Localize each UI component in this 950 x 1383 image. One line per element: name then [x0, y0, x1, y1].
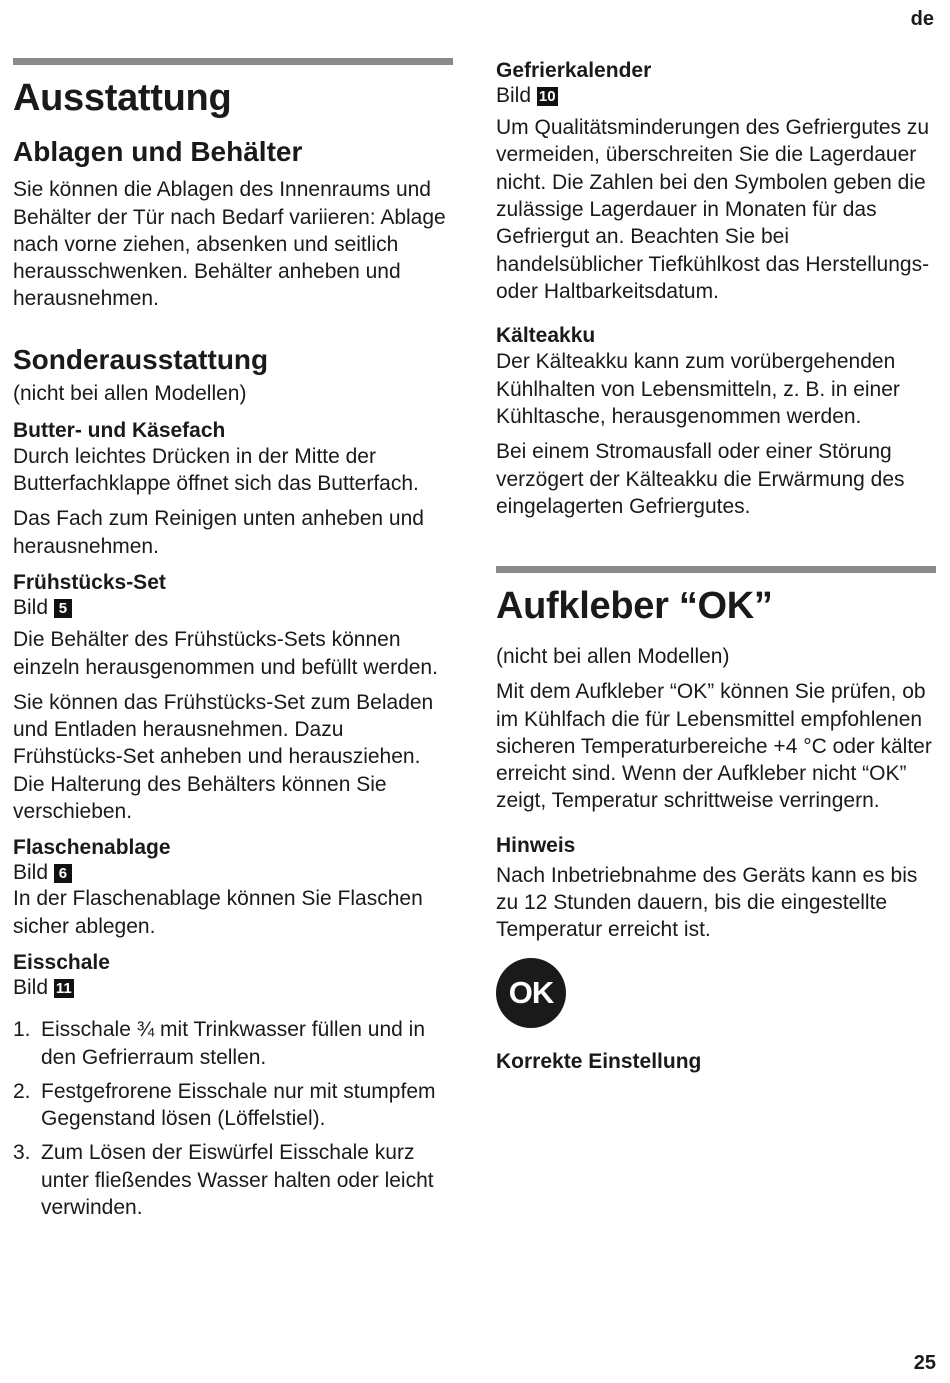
list-item [13, 1078, 453, 1133]
figure-ref-label: Bild [13, 976, 49, 1000]
figure-number-badge: 5 [54, 599, 72, 618]
step-number: 1. [13, 1018, 31, 1042]
heading-eisschale: Eisschale [13, 951, 110, 975]
sonder-subtitle: (nicht bei allen Modellen) [13, 382, 247, 406]
figure-ref [13, 860, 453, 885]
step-number: 3. [13, 1141, 31, 1165]
heading-ablagen: Ablagen und Behälter [13, 135, 303, 167]
page-number: 25 [913, 1352, 936, 1374]
heading-kaelteakku: Kälteakku [496, 324, 596, 348]
figure-number-badge: 6 [54, 864, 72, 883]
language-marker: de [910, 8, 934, 30]
kaelte-text-1: Der Kälteakku kann zum vorübergehenden Kühlhalten von Lebensmitteln, z. B. in einer Kühltasche, herausgenommen werden. [496, 350, 900, 429]
section-rule [13, 58, 453, 65]
aufkleber-text-1: Mit dem Aufkleber “OK” können Sie prüfen, ob im Kühlfach die für Lebensmittel empfohlenen sicheren Temperaturbereiche +4 °C oder kälter erreicht sind. Wenn der Aufkleber nicht “OK” zeigt, Temperatur schrittweise verringern. [496, 680, 932, 813]
figure-ref-label: Bild [13, 861, 49, 885]
list-item [13, 1016, 453, 1071]
heading-aufkleber-ok: Aufkleber “OK” [496, 585, 773, 628]
step-text: Zum Lösen der Eiswürfel Eisschale kurz unter fließendes Wasser halten oder leicht verwinden. [41, 1141, 434, 1220]
kaelte-text-2: Bei einem Stromausfall oder einer Störung verzögert der Kälteakku die Erwärmung des eingelagerten Gefriergutes. [496, 440, 905, 518]
fruehstueck-text-2: Sie können das Frühstücks-Set zum Beladen und Entladen herausnehmen. Dazu Frühstücks-Set anheben und herausziehen. Die Halterung des Behälters können Sie verschieben. [13, 690, 434, 823]
figure-ref [496, 83, 936, 108]
heading-hinweis: Hinweis [496, 833, 576, 857]
figure-ref-label: Bild [13, 596, 49, 620]
figure-number-badge: 10 [538, 88, 556, 106]
step-text: Eisschale ¾ mit Trinkwasser füllen und in den Gefrierraum stellen. [41, 1018, 425, 1069]
left-column [13, 58, 453, 1228]
figure-ref-label: Bild [496, 84, 532, 108]
step-number: 2. [13, 1079, 31, 1103]
hinweis-text: Nach Inbetriebnahme des Geräts kann es bis zu 12 Stunden dauern, bis die eingestellte Temperatur erreicht ist. [496, 863, 918, 942]
heading-ausstattung: Ausstattung [13, 77, 232, 119]
list-item [13, 1139, 453, 1221]
heading-sonderausstattung: Sonderausstattung [13, 343, 269, 375]
heading-butterfach: Butter- und Käsefach [13, 418, 226, 442]
step-text: Festgefrorene Eisschale nur mit stumpfem Gegenstand lösen (Löffelstiel). [41, 1079, 436, 1131]
heading-fruehstuecks-set: Frühstücks-Set [13, 571, 166, 595]
heading-gefrierkalender: Gefrierkalender [496, 59, 652, 82]
figure-ref [13, 595, 453, 620]
fruehstueck-text-1: Die Behälter des Frühstücks-Sets können einzeln herausgenommen und befüllt werden. [13, 628, 438, 679]
gefrier-text-1: Um Qualitätsminderungen des Gefriergutes zu vermeiden, überschreiten Sie die Lagerdauer nicht. Die Zahlen bei den Symbolen geben die zulässige Lagerdauer in Monaten für das Gefriergut an. Beachten Sie bei handelsüblicher Tiefkühlkost das Herstellungs- oder Haltbarkeitsdatum. [496, 116, 930, 303]
butter-text-1: Durch leichtes Drücken in der Mitte der Butterfachklappe öffnet sich das Butterfach. [13, 444, 419, 496]
ablagen-text: Sie können die Ablagen des Innenraums und Behälter der Tür nach Bedarf variieren: Ablage nach vorne ziehen, absenken und seitlich herausschwenken. Behälter anheben und herausnehmen. [13, 178, 446, 311]
section-rule [496, 566, 936, 573]
ok-sticker-icon: OK [496, 958, 566, 1028]
aufkleber-subtitle: (nicht bei allen Modellen) [496, 644, 730, 668]
butter-text-2: Das Fach zum Reinigen unten anheben und herausnehmen. [13, 507, 424, 558]
figure-ref [13, 975, 453, 1000]
ok-caption: Korrekte Einstellung [496, 1049, 702, 1073]
right-column [496, 58, 936, 1074]
heading-flaschenablage: Flaschenablage [13, 836, 171, 860]
flaschen-text-1: In der Flaschenablage können Sie Flaschen sicher ablegen. [13, 887, 423, 938]
figure-number-badge: 11 [55, 980, 72, 998]
eisschale-steps [13, 1016, 453, 1221]
